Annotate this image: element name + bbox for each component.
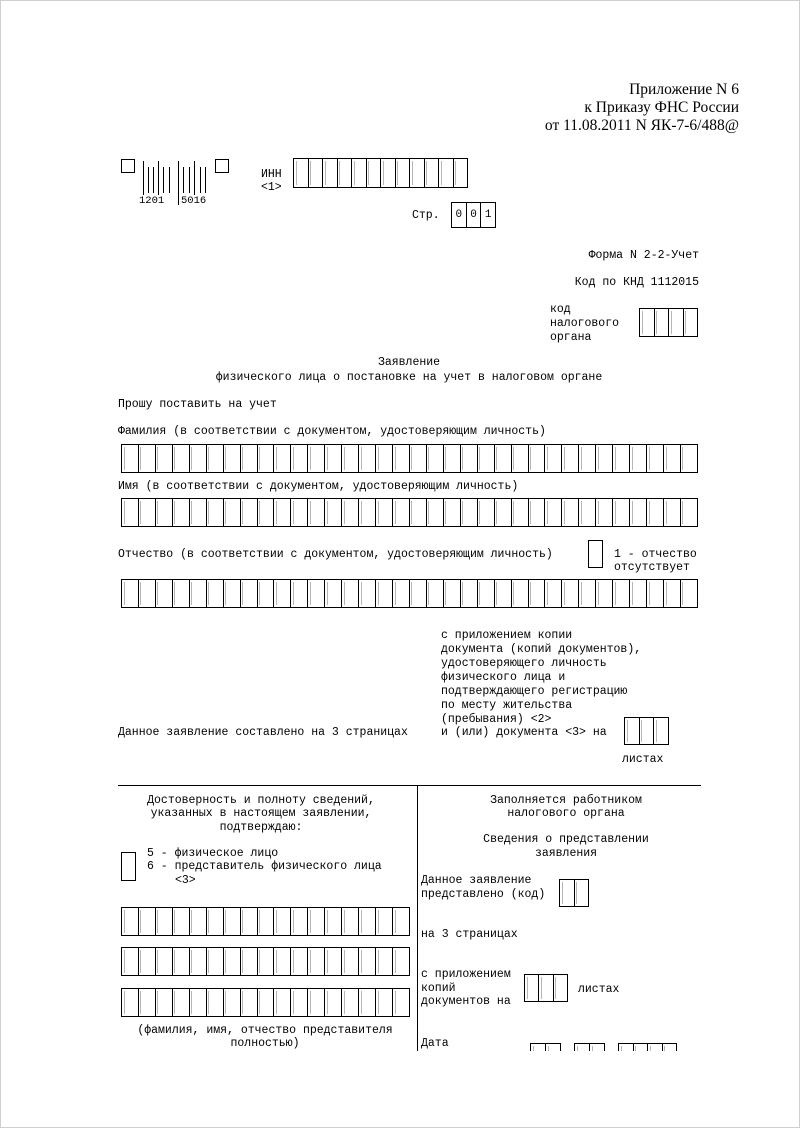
comb-cell[interactable] [207, 908, 224, 935]
comb-cell[interactable] [625, 718, 640, 744]
comb-cell[interactable] [545, 445, 562, 472]
comb-cell[interactable] [342, 908, 359, 935]
comb-cell[interactable] [529, 499, 546, 526]
barcode-bar [153, 167, 154, 193]
comb-cell[interactable] [681, 445, 697, 472]
comb-cell[interactable] [359, 445, 376, 472]
comb-cell[interactable] [274, 499, 291, 526]
barcode-right-code: 5016 [181, 195, 207, 207]
comb-cell[interactable] [512, 445, 529, 472]
patronymic-label: Отчество (в соответствии с документом, удостоверяющим личность) [118, 548, 553, 561]
comb-cell[interactable] [554, 975, 567, 1001]
comb-cell[interactable] [444, 445, 461, 472]
comb-cell[interactable] [647, 499, 664, 526]
comb-cell[interactable] [156, 580, 173, 607]
comb-cell[interactable] [308, 580, 325, 607]
comb-cell[interactable] [309, 159, 324, 187]
comb-cell[interactable] [323, 159, 338, 187]
comb-cell[interactable] [173, 908, 190, 935]
rep-caption-1: (фамилия, имя, отчество представителя [137, 1024, 393, 1037]
comb-cell[interactable] [291, 580, 308, 607]
title-line-2: физического лица о постановке на учет в налоговом органе [215, 371, 603, 384]
first-name-label: Имя (в соответствии с документом, удостоверяющим личность) [118, 480, 519, 493]
comb-cell[interactable] [122, 499, 139, 526]
comb-cell[interactable] [352, 159, 367, 187]
comb-cell[interactable] [529, 445, 546, 472]
comb-cell[interactable] [294, 159, 309, 187]
comb-cell[interactable] [478, 499, 495, 526]
comb-cell[interactable] [308, 499, 325, 526]
barcode-bar [148, 167, 149, 193]
comb-cell[interactable] [647, 580, 664, 607]
comb-cell[interactable] [274, 580, 291, 607]
comb-cell[interactable] [173, 499, 190, 526]
comb-cell[interactable] [654, 718, 668, 744]
comb-cell[interactable] [122, 948, 139, 975]
comb-cell[interactable] [224, 580, 241, 607]
comb-cell[interactable] [681, 499, 697, 526]
comb-cell[interactable] [664, 445, 681, 472]
comb-cell[interactable] [207, 445, 224, 472]
order-date: от 11.08.2011 N ЯК-7-6/488@ [544, 117, 739, 134]
comb-cell[interactable] [562, 580, 579, 607]
right-registration-mark [215, 159, 229, 173]
comb-cell[interactable] [274, 908, 291, 935]
comb-cell[interactable] [139, 445, 156, 472]
order-ref: к Приказу ФНС России [584, 99, 739, 116]
comb-cell[interactable] [579, 580, 596, 607]
comb-cell[interactable] [258, 948, 275, 975]
comb-cell[interactable] [647, 445, 664, 472]
patronymic-field[interactable] [121, 579, 698, 608]
comb-cell[interactable] [308, 445, 325, 472]
comb-cell[interactable] [613, 445, 630, 472]
comb-cell[interactable] [630, 445, 647, 472]
attachment-line-1: с приложением копии [441, 629, 573, 642]
left-registration-mark [121, 159, 135, 173]
surname-field[interactable] [121, 444, 698, 473]
comb-cell[interactable] [139, 499, 156, 526]
submission-info-2: заявления [534, 847, 598, 860]
copies-sheets-label: листах [578, 983, 620, 996]
option-5: 5 - физическое лицо [147, 847, 279, 860]
comb-cell[interactable] [122, 989, 139, 1016]
barcode-bar [169, 167, 170, 193]
comb-cell[interactable] [156, 445, 173, 472]
submitted-label-1: Данное заявление [421, 874, 532, 887]
barcode-bar [143, 161, 144, 195]
comb-cell[interactable] [425, 159, 440, 187]
comb-cell[interactable] [393, 580, 410, 607]
request-text: Прошу поставить на учет [118, 398, 277, 411]
comb-cell[interactable] [139, 948, 156, 975]
comb-cell[interactable] [393, 908, 409, 935]
comb-cell[interactable] [478, 445, 495, 472]
comb-cell[interactable] [241, 499, 258, 526]
patronymic-absent-note-1: 1 - отчество [614, 548, 697, 561]
comb-cell[interactable] [596, 580, 613, 607]
pages-statement: Данное заявление составлено на 3 страницах [118, 726, 408, 739]
comb-cell[interactable] [338, 159, 353, 187]
comb-cell[interactable] [396, 159, 411, 187]
on-pages-label: на 3 страницах [421, 928, 518, 941]
comb-cell[interactable] [630, 499, 647, 526]
column-divider [417, 785, 418, 1051]
comb-cell[interactable] [376, 948, 393, 975]
comb-cell[interactable] [291, 499, 308, 526]
comb-cell[interactable] [325, 499, 342, 526]
comb-cell[interactable] [410, 159, 425, 187]
page-digit: 0 [467, 203, 482, 227]
comb-cell[interactable] [156, 948, 173, 975]
confirm-line-3: подтверждаю: [219, 821, 303, 834]
comb-cell[interactable] [190, 445, 207, 472]
first-name-field[interactable] [121, 498, 698, 527]
patronymic-absent-checkbox[interactable] [588, 540, 603, 568]
comb-cell[interactable] [122, 445, 139, 472]
knd-code: Код по КНД 1112015 [574, 276, 699, 289]
comb-cell[interactable] [512, 499, 529, 526]
comb-cell[interactable] [359, 499, 376, 526]
comb-cell[interactable] [156, 499, 173, 526]
attachment-line-3: удостоверяющего личность [441, 657, 607, 670]
barcode-bar [200, 167, 201, 193]
comb-cell[interactable] [274, 445, 291, 472]
comb-cell[interactable] [325, 908, 342, 935]
submission-info-1: Сведения о представлении [483, 833, 649, 846]
comb-cell[interactable] [190, 580, 207, 607]
attachment-line-2: документа (копий документов), [441, 643, 642, 656]
comb-cell[interactable] [190, 989, 207, 1016]
tax-org-label-2: налогового [550, 317, 620, 330]
comb-cell[interactable] [410, 445, 427, 472]
option-6-note: <3> [175, 874, 196, 887]
comb-cell[interactable] [579, 445, 596, 472]
comb-cell[interactable] [562, 445, 579, 472]
comb-cell[interactable] [461, 445, 478, 472]
confirm-line-2: указанных в настоящем заявлении, [150, 807, 372, 820]
comb-cell[interactable] [376, 499, 393, 526]
comb-cell[interactable] [669, 309, 684, 336]
comb-cell[interactable] [342, 499, 359, 526]
comb-cell[interactable] [439, 159, 454, 187]
attachment-line-4: физического лица и [441, 671, 566, 684]
comb-cell[interactable] [410, 499, 427, 526]
comb-cell[interactable] [139, 580, 156, 607]
comb-cell[interactable] [258, 989, 275, 1016]
comb-cell[interactable] [359, 989, 376, 1016]
surname-label: Фамилия (в соответствии с документом, удостоверяющим личность) [118, 425, 546, 438]
comb-cell[interactable] [207, 989, 224, 1016]
comb-cell[interactable] [640, 718, 655, 744]
barcode-bar [178, 161, 179, 205]
comb-cell[interactable] [376, 580, 393, 607]
section-divider [118, 785, 701, 786]
tax-org-label-1: код [550, 303, 571, 316]
comb-cell[interactable] [241, 580, 258, 607]
rep-caption-2: полностью) [230, 1037, 300, 1050]
barcode-bar [163, 167, 164, 193]
comb-cell[interactable] [461, 580, 478, 607]
comb-cell[interactable] [224, 499, 241, 526]
tax-org-code-field[interactable] [639, 308, 698, 337]
comb-cell[interactable] [376, 445, 393, 472]
comb-cell[interactable] [342, 445, 359, 472]
barcode-left-code: 1201 [139, 195, 165, 207]
comb-cell[interactable] [291, 908, 308, 935]
comb-cell[interactable] [224, 989, 241, 1016]
comb-cell[interactable] [545, 580, 562, 607]
copies-label-3: документов на [421, 995, 511, 1008]
comb-cell[interactable] [291, 948, 308, 975]
comb-cell[interactable] [258, 580, 275, 607]
comb-cell[interactable] [664, 580, 681, 607]
comb-cell[interactable] [291, 989, 308, 1016]
comb-cell[interactable] [325, 580, 342, 607]
comb-cell[interactable] [684, 309, 698, 336]
copies-sheets-field[interactable] [524, 974, 568, 1002]
comb-cell[interactable] [308, 908, 325, 935]
comb-cell[interactable] [393, 445, 410, 472]
comb-cell[interactable] [444, 499, 461, 526]
comb-cell[interactable] [359, 908, 376, 935]
barcode-bar [158, 161, 159, 195]
inn-label: ИНН [261, 168, 282, 181]
comb-cell[interactable] [579, 499, 596, 526]
comb-cell[interactable] [681, 580, 697, 607]
comb-cell[interactable] [495, 499, 512, 526]
comb-cell[interactable] [359, 948, 376, 975]
comb-cell[interactable] [376, 989, 393, 1016]
comb-cell[interactable] [258, 445, 275, 472]
comb-cell[interactable] [274, 948, 291, 975]
comb-cell[interactable] [224, 948, 241, 975]
comb-cell[interactable] [367, 159, 382, 187]
comb-cell[interactable] [207, 499, 224, 526]
attachment-line-5: подтверждающего регистрацию [441, 685, 628, 698]
appendix-title: Приложение N 6 [629, 81, 739, 98]
signer-code-box[interactable] [121, 852, 136, 881]
inn-footnote: <1> [261, 181, 282, 194]
comb-cell[interactable] [342, 948, 359, 975]
comb-cell[interactable] [173, 580, 190, 607]
comb-cell[interactable] [190, 499, 207, 526]
option-6: 6 - представитель физического лица [147, 860, 382, 873]
comb-cell[interactable] [495, 580, 512, 607]
comb-cell[interactable] [325, 948, 342, 975]
page-label: Стр. [412, 209, 440, 222]
comb-cell[interactable] [342, 580, 359, 607]
comb-cell[interactable] [325, 445, 342, 472]
comb-cell[interactable] [308, 989, 325, 1016]
comb-cell[interactable] [291, 445, 308, 472]
comb-cell[interactable] [241, 948, 258, 975]
comb-cell[interactable] [381, 159, 396, 187]
comb-cell[interactable] [562, 499, 579, 526]
comb-cell[interactable] [454, 159, 468, 187]
copies-label-1: с приложением [421, 968, 511, 981]
comb-cell[interactable] [461, 499, 478, 526]
comb-cell[interactable] [495, 445, 512, 472]
comb-cell[interactable] [274, 989, 291, 1016]
comb-cell[interactable] [640, 309, 655, 336]
comb-cell[interactable] [139, 989, 156, 1016]
comb-cell[interactable] [173, 989, 190, 1016]
comb-cell[interactable] [596, 499, 613, 526]
comb-cell[interactable] [359, 580, 376, 607]
comb-cell[interactable] [241, 989, 258, 1016]
comb-cell[interactable] [258, 908, 275, 935]
comb-cell[interactable] [613, 580, 630, 607]
title-line-1: Заявление [377, 356, 441, 369]
barcode-bar [205, 167, 206, 193]
comb-cell[interactable] [427, 580, 444, 607]
comb-cell[interactable] [545, 499, 562, 526]
comb-cell[interactable] [258, 499, 275, 526]
sheets-label: листах [622, 753, 664, 766]
barcode-bar [189, 167, 190, 193]
page-bottom-mask [101, 1051, 721, 1111]
attachment-line-8: и (или) документа <3> на [441, 726, 607, 739]
attachment-sheets-field[interactable] [624, 717, 669, 745]
comb-cell[interactable] [444, 580, 461, 607]
comb-cell[interactable] [427, 445, 444, 472]
representative-name-line-2[interactable] [121, 947, 410, 976]
comb-cell[interactable] [393, 948, 409, 975]
representative-name-line-3[interactable] [121, 988, 410, 1017]
comb-cell[interactable] [342, 989, 359, 1016]
comb-cell[interactable] [427, 499, 444, 526]
comb-cell[interactable] [173, 445, 190, 472]
comb-cell[interactable] [393, 989, 409, 1016]
comb-cell[interactable] [410, 580, 427, 607]
inn-field[interactable] [293, 158, 468, 188]
comb-cell[interactable] [664, 499, 681, 526]
barcode-bar [183, 167, 184, 193]
comb-cell[interactable] [122, 908, 139, 935]
comb-cell[interactable] [613, 499, 630, 526]
filled-by-1: Заполняется работником [490, 794, 642, 807]
form-name: Форма N 2-2-Учет [588, 249, 699, 262]
comb-cell[interactable] [207, 948, 224, 975]
attachment-line-6: по месту жительства [441, 699, 573, 712]
submission-code-field[interactable] [559, 879, 589, 907]
comb-cell[interactable] [325, 989, 342, 1016]
comb-cell[interactable] [173, 948, 190, 975]
comb-cell[interactable] [241, 908, 258, 935]
representative-name-line-1[interactable] [121, 907, 410, 936]
comb-cell[interactable] [156, 989, 173, 1016]
page-number-field[interactable] [451, 202, 496, 228]
comb-cell[interactable] [190, 908, 207, 935]
comb-cell[interactable] [529, 580, 546, 607]
comb-cell[interactable] [224, 445, 241, 472]
barcode-bar [194, 161, 195, 195]
comb-cell[interactable] [525, 975, 539, 1001]
submitted-label-2: представлено (код) [421, 888, 546, 901]
patronymic-absent-note-2: отсутствует [614, 561, 690, 574]
comb-cell[interactable] [122, 580, 139, 607]
comb-cell[interactable] [655, 309, 670, 336]
comb-cell[interactable] [575, 880, 589, 906]
filled-by-2: налогового органа [507, 807, 625, 820]
comb-cell[interactable] [512, 580, 529, 607]
comb-cell[interactable] [224, 908, 241, 935]
comb-cell[interactable] [630, 580, 647, 607]
comb-cell[interactable] [478, 580, 495, 607]
page-digit: 0 [452, 203, 467, 227]
comb-cell[interactable] [596, 445, 613, 472]
comb-cell[interactable] [190, 948, 207, 975]
comb-cell[interactable] [207, 580, 224, 607]
date-label: Дата [421, 1037, 449, 1050]
comb-cell[interactable] [139, 908, 156, 935]
comb-cell[interactable] [156, 908, 173, 935]
tax-org-label-3: органа [550, 331, 592, 344]
comb-cell[interactable] [560, 880, 575, 906]
confirm-line-1: Достоверность и полноту сведений, [147, 794, 375, 807]
comb-cell[interactable] [393, 499, 410, 526]
copies-label-2: копий [421, 982, 456, 995]
comb-cell[interactable] [308, 948, 325, 975]
comb-cell[interactable] [539, 975, 553, 1001]
comb-cell[interactable] [241, 445, 258, 472]
attachment-line-7: (пребывания) <2> [441, 713, 552, 726]
page-digit: 1 [484, 209, 492, 221]
comb-cell[interactable] [376, 908, 393, 935]
